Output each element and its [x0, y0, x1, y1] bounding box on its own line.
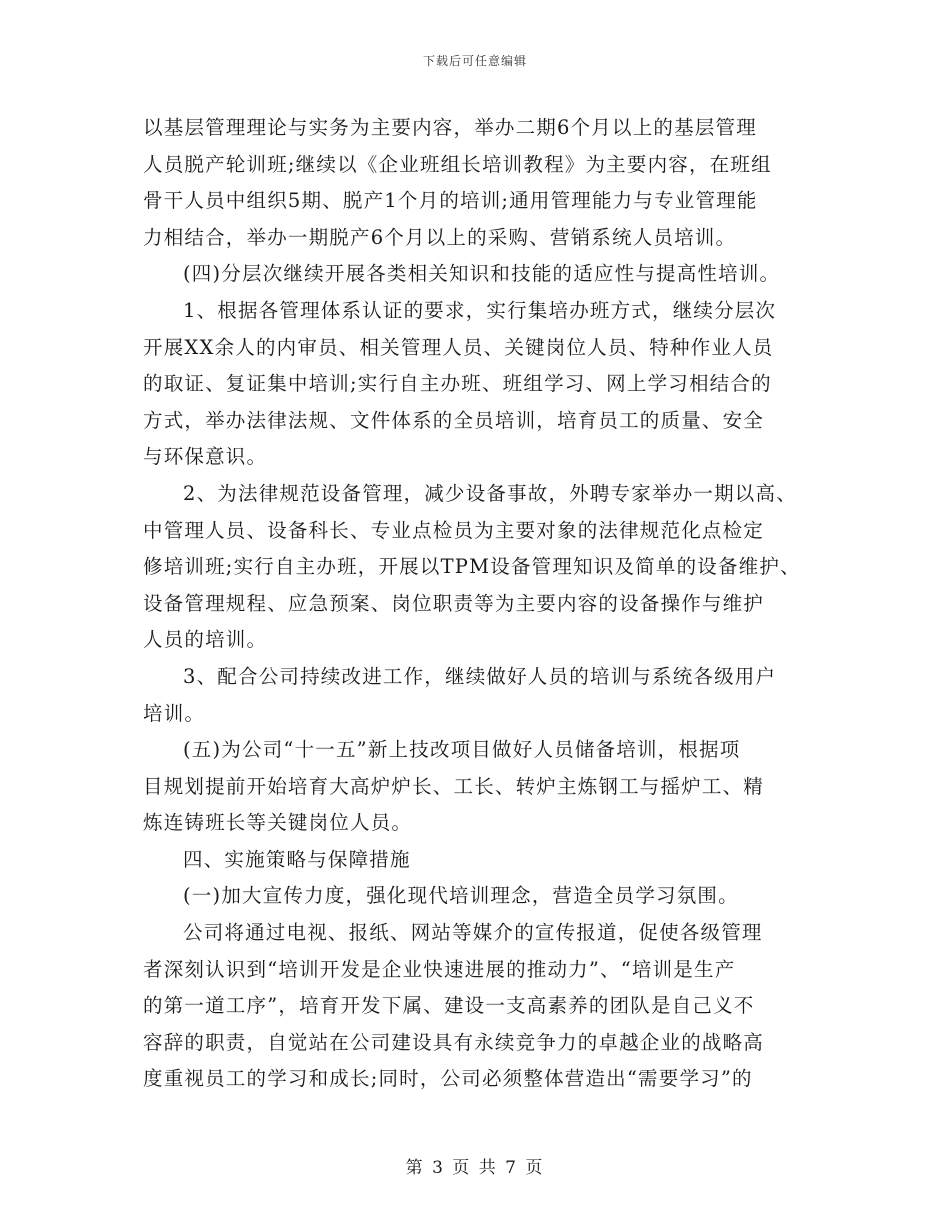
text-line: (四)分层次继续开展各类相关知识和技能的适应性与提高性培训。: [183, 262, 781, 286]
text-line: 2、为法律规范设备管理，减少设备事故，外聘专家举办一期以高、: [183, 481, 797, 505]
text-line: 培训。: [143, 701, 206, 725]
text-line: 炼连铸班长等关键岗位人员。: [143, 811, 413, 835]
text-line: 设备管理规程、应急预案、岗位职责等为主要内容的设备操作与维护: [143, 591, 765, 615]
text-line: 的取证、复证集中培训;实行自主办班、班组学习、网上学习相结合的: [143, 372, 772, 396]
text-line: 容辞的职责，自觉站在公司建设具有永续竞争力的卓越企业的战略高: [143, 1030, 765, 1054]
text-line: 与环保意识。: [143, 445, 268, 469]
text-line: 公司将通过电视、报纸、网站等媒介的宣传报道，促使各级管理: [183, 921, 763, 945]
text-line: 开展XX余人的内审员、相关管理人员、关键岗位人员、特种作业人员: [143, 335, 774, 359]
text-line: 3、配合公司持续改进工作，继续做好人员的培训与系统各级用户: [183, 664, 777, 688]
text-line: 力相结合，举办一期脱产6个月以上的采购、营销系统人员培训。: [143, 225, 737, 249]
document-body: [143, 110, 833, 1098]
text-line: 修培训班;实行自主办班，开展以TPM设备管理知识及简单的设备维护、: [143, 555, 801, 579]
text-line: 度重视员工的学习和成长;同时，公司必须整体营造出“需要学习”的: [143, 1067, 753, 1091]
text-line: 中管理人员、设备科长、专业点检员为主要对象的法律规范化点检定: [143, 518, 765, 542]
text-line: 以基层管理理论与实务为主要内容，举办二期6个月以上的基层管理: [143, 116, 757, 139]
text-line: 1、根据各管理体系认证的要求，实行集培办班方式，继续分层次: [183, 298, 777, 322]
text-line: 的第一道工序”，培育开发下属、建设一支高素养的团队是自己义不: [143, 994, 755, 1018]
text-line: 四、实施策略与保障措施: [183, 847, 411, 871]
text-line: 方式，举办法律法规、文件体系的全员培训，培育员工的质量、安全: [143, 408, 765, 432]
text-line: 人员脱产轮训班;继续以《企业班组长培训教程》为主要内容，在班组: [143, 152, 772, 176]
text-line: (五)为公司“十一五”新上技改项目做好人员储备培训，根据项: [183, 738, 741, 762]
text-line: 目规划提前开始培育大高炉炉长、工长、转炉主炼钢工与摇炉工、精: [143, 774, 765, 798]
text-line: 人员的培训。: [143, 628, 268, 652]
text-line: 骨干人员中组织5期、脱产1个月的培训;通用管理能力与专业管理能: [143, 189, 758, 213]
text-line: 者深刻认识到“培训开发是企业快速进展的推动力”、“培训是生产: [143, 957, 736, 981]
page-header: 下载后可任意编辑: [422, 54, 527, 68]
page-number: 第 3 页 共 7 页: [405, 1158, 545, 1178]
text-line: (一)加大宣传力度，强化现代培训理念，营造全员学习氛围。: [183, 884, 739, 908]
